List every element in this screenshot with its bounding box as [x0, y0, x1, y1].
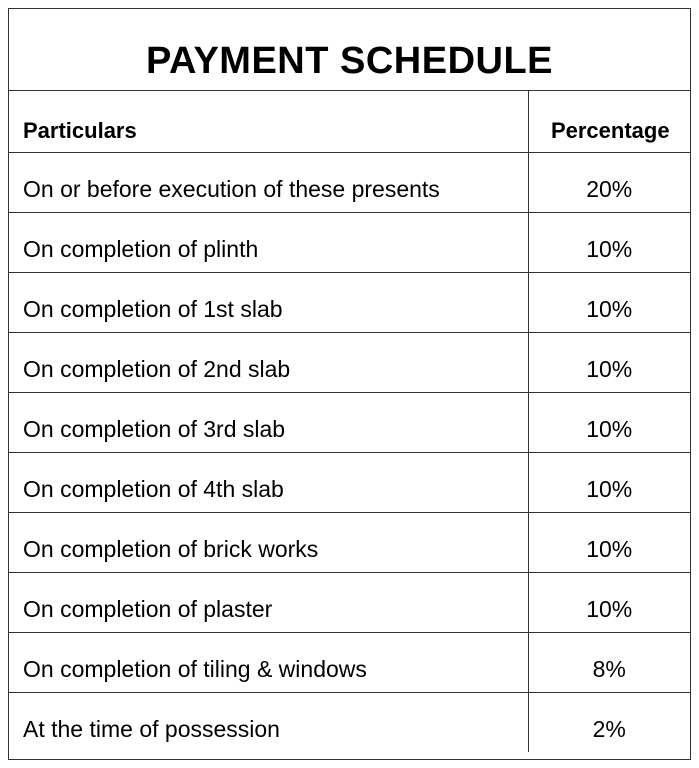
particular-cell: On completion of 2nd slab — [9, 332, 528, 392]
table-row — [9, 572, 690, 632]
table-header-row — [9, 91, 690, 152]
particular-cell: On completion of plinth — [9, 212, 528, 272]
table-row — [9, 332, 690, 392]
percentage-cell: 8% — [528, 632, 690, 692]
percentage-cell: 10% — [528, 212, 690, 272]
particular-cell: On completion of tiling & windows — [9, 632, 528, 692]
percentage-cell: 10% — [528, 272, 690, 332]
page-title: PAYMENT SCHEDULE — [9, 9, 690, 91]
table-row — [9, 212, 690, 272]
table-row — [9, 392, 690, 452]
table-row — [9, 632, 690, 692]
percentage-cell: 10% — [528, 512, 690, 572]
particular-cell: On completion of 1st slab — [9, 272, 528, 332]
percentage-cell: 10% — [528, 392, 690, 452]
table-row — [9, 692, 690, 752]
percentage-cell: 20% — [528, 152, 690, 212]
table-row — [9, 152, 690, 212]
particular-cell: On completion of 4th slab — [9, 452, 528, 512]
percentage-header: Percentage — [528, 91, 690, 152]
particular-cell: At the time of possession — [9, 692, 528, 752]
percentage-cell: 10% — [528, 572, 690, 632]
percentage-cell: 2% — [592, 716, 626, 742]
particular-cell: On completion of brick works — [9, 512, 528, 572]
particular-cell: On completion of 3rd slab — [9, 392, 528, 452]
particular-cell: On completion of plaster — [9, 572, 528, 632]
table-row — [9, 512, 690, 572]
payment-schedule-table — [9, 91, 690, 752]
payment-schedule-sheet — [8, 8, 691, 760]
table-row — [9, 272, 690, 332]
particulars-header: Particulars — [9, 91, 528, 152]
table-row — [9, 452, 690, 512]
percentage-cell: 10% — [528, 452, 690, 512]
percentage-cell: 10% — [528, 332, 690, 392]
particular-cell: On or before execution of these presents — [9, 152, 528, 212]
